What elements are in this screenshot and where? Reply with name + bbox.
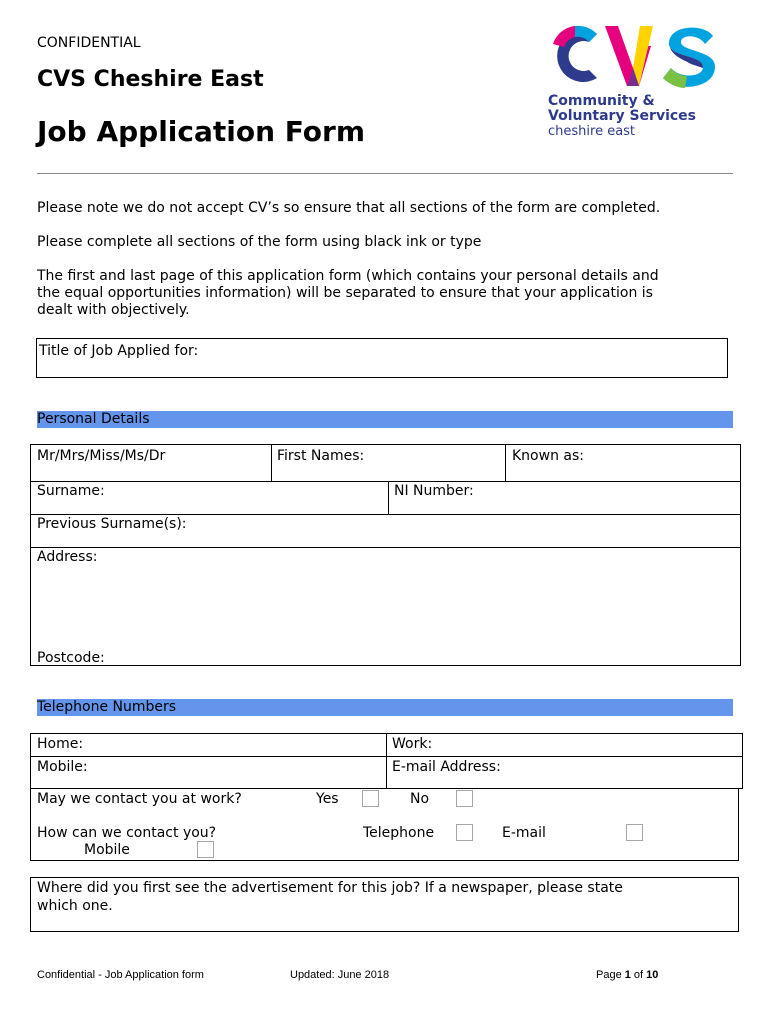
known-as-label: Known as: — [512, 448, 584, 464]
email-address-label: E-mail Address: — [392, 759, 501, 775]
intro-note-separation-3: dealt with objectively. — [37, 302, 190, 318]
page-current: 1 — [624, 969, 631, 981]
personal-details-heading: Personal Details — [37, 411, 733, 428]
home-phone-field[interactable] — [31, 734, 386, 756]
logo-line-cheshire: cheshire east — [548, 124, 636, 139]
telephone-table — [30, 733, 743, 789]
no-label: No — [410, 791, 430, 807]
job-title-label: Title of Job Applied for: — [39, 343, 199, 359]
previous-surname-field[interactable] — [31, 515, 740, 547]
address-label: Address: — [37, 549, 98, 565]
mobile-option-label: Mobile — [84, 842, 130, 858]
ni-number-label: NI Number: — [394, 483, 474, 499]
page-of: of — [630, 969, 647, 981]
previous-surname-label: Previous Surname(s): — [37, 516, 187, 532]
footer-updated: Updated: June 2018 — [290, 969, 390, 981]
mobile-checkbox[interactable] — [197, 841, 214, 858]
no-checkbox[interactable] — [456, 790, 473, 807]
intro-note-cv: Please note we do not accept CV’s so ensure that all sections of the form are completed. — [37, 200, 661, 216]
contact-at-work-question: May we contact you at work? — [37, 791, 242, 807]
advert-source-question-1: Where did you first see the advertisement for this job? If a newspaper, please state — [37, 880, 623, 896]
footer-left: Confidential - Job Application form — [37, 969, 204, 981]
first-names-label: First Names: — [277, 448, 365, 464]
email-address-field[interactable] — [387, 757, 742, 788]
known-as-field[interactable] — [506, 445, 740, 481]
header-divider — [37, 173, 733, 174]
advert-source-question-2: which one. — [37, 898, 113, 914]
yes-checkbox[interactable] — [362, 790, 379, 807]
telephone-numbers-heading: Telephone Numbers — [37, 699, 733, 716]
advert-source-field[interactable] — [30, 877, 739, 932]
page-title: Job Application Form — [37, 115, 366, 148]
intro-note-separation-2: the equal opportunities information) will be separated to ensure that your application is — [37, 285, 653, 301]
logo-line-voluntary: Voluntary Services — [548, 108, 696, 124]
postcode-label: Postcode: — [37, 650, 105, 666]
work-phone-label: Work: — [392, 736, 433, 752]
mobile-phone-field[interactable] — [31, 757, 386, 788]
address-field[interactable] — [31, 548, 740, 665]
salutation-field[interactable] — [31, 445, 271, 481]
job-title-field[interactable] — [36, 338, 728, 378]
telephone-checkbox[interactable] — [456, 824, 473, 841]
ni-number-field[interactable] — [389, 482, 740, 514]
cvs-logo — [545, 20, 735, 145]
intro-note-ink: Please complete all sections of the form using black ink or type — [37, 234, 482, 250]
work-phone-field[interactable] — [387, 734, 742, 756]
logo-line-community: Community & — [548, 93, 655, 109]
contact-preferences — [30, 789, 739, 861]
intro-note-separation-1: The first and last page of this application form (which contains your personal details and — [37, 268, 659, 284]
first-names-field[interactable] — [272, 445, 505, 481]
telephone-option-label: Telephone — [363, 825, 435, 841]
home-phone-label: Home: — [37, 736, 84, 752]
footer-page-number — [596, 968, 658, 982]
contact-method-question: How can we contact you? — [37, 825, 217, 841]
confidential-label: CONFIDENTIAL — [37, 35, 141, 51]
page-total: 10 — [646, 969, 659, 981]
cvs-logo-mark — [545, 20, 725, 92]
mobile-phone-label: Mobile: — [37, 759, 88, 775]
personal-details-table — [30, 444, 741, 666]
org-name: CVS Cheshire East — [37, 67, 264, 92]
surname-field[interactable] — [31, 482, 388, 514]
surname-label: Surname: — [37, 483, 105, 499]
email-checkbox[interactable] — [626, 824, 643, 841]
yes-label: Yes — [316, 791, 339, 807]
email-option-label: E-mail — [502, 825, 546, 841]
salutation-label: Mr/Mrs/Miss/Ms/Dr — [37, 448, 166, 464]
page-prefix: Page — [596, 969, 625, 981]
